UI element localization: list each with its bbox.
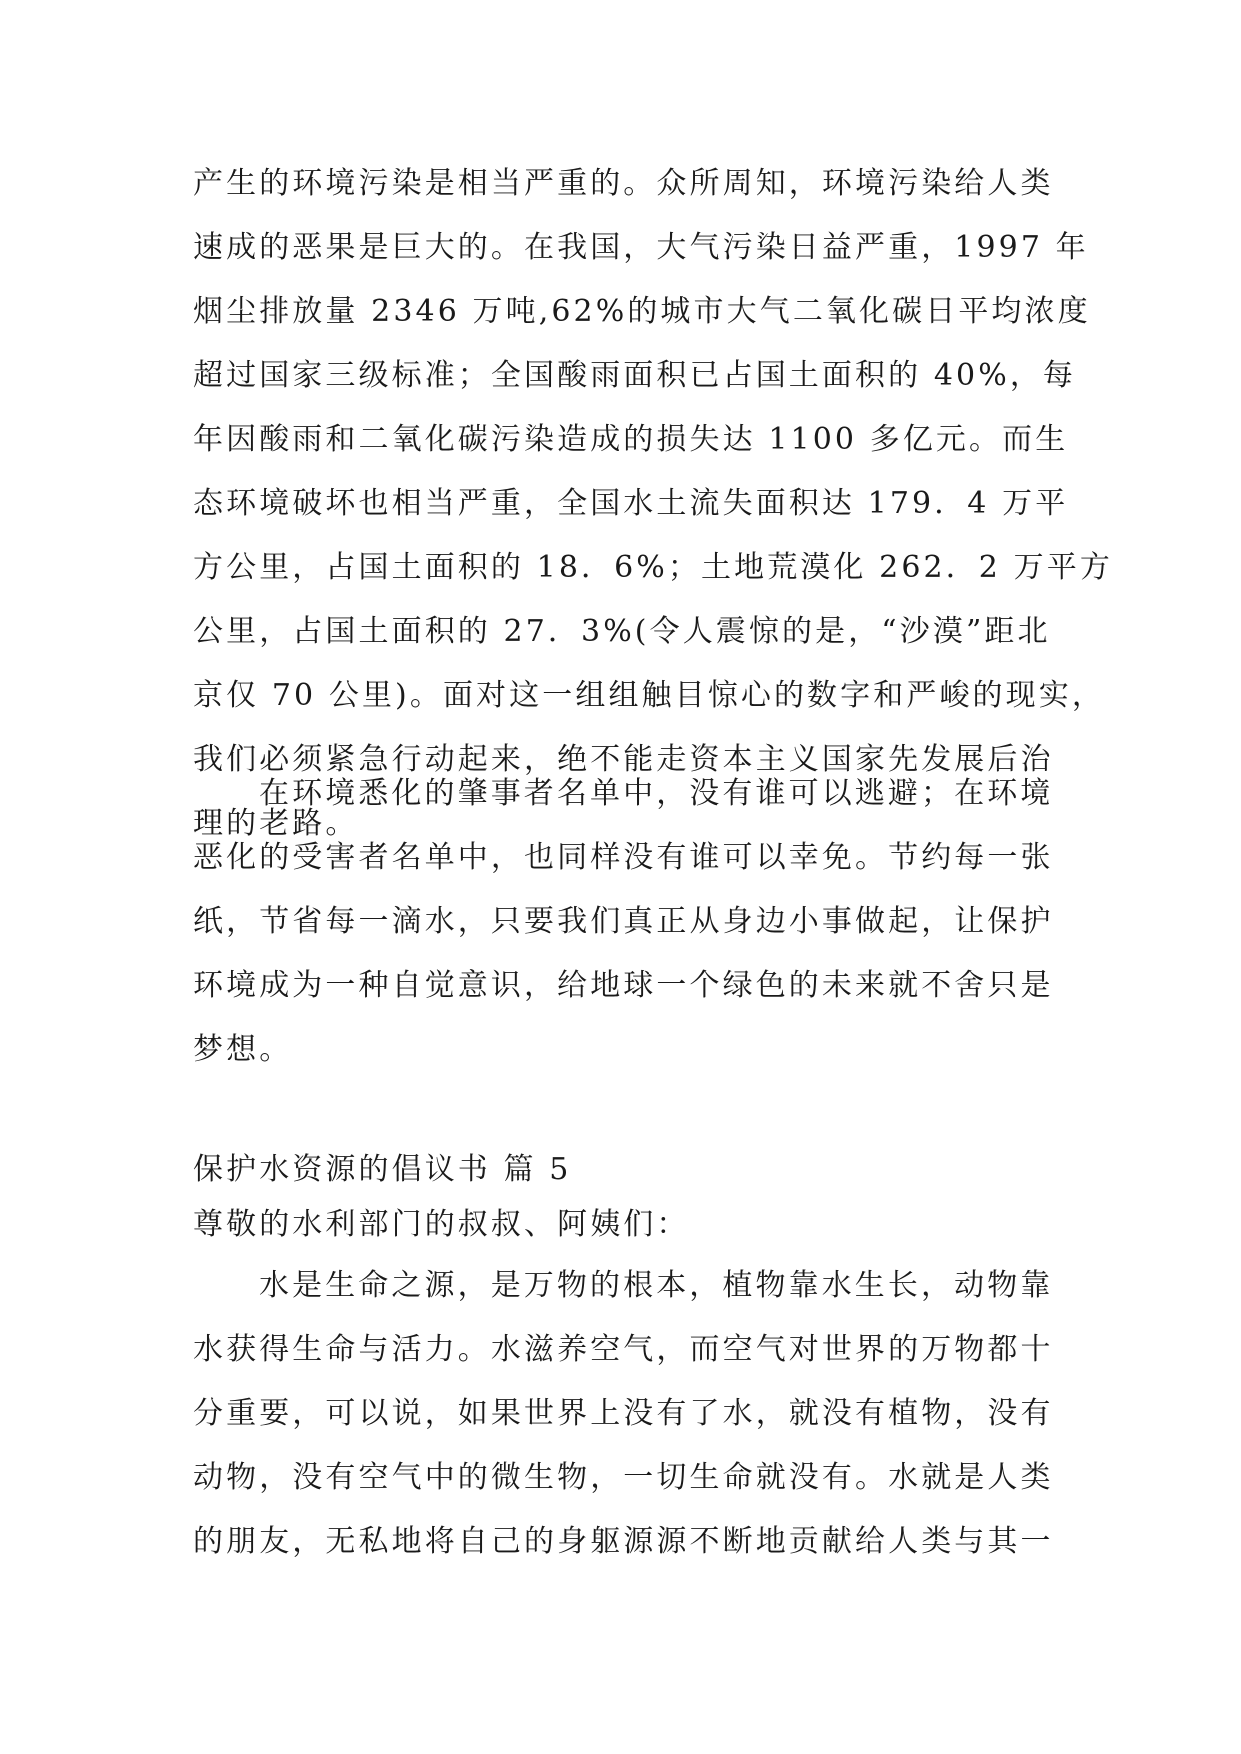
paragraph-line: 水获得生命与活力。水滋养空气，而空气对世界的万物都十 — [193, 1332, 1054, 1367]
paragraph-line: 的朋友，无私地将自己的身躯源源不断地贡献给人类与其一 — [193, 1524, 1054, 1559]
paragraph-line: 京仅 70 公里)。面对这一组组触目惊心的数字和严峻的现实， — [193, 678, 1105, 713]
paragraph-line: 超过国家三级标准；全国酸雨面积已占国土面积的 40%，每 — [193, 358, 1077, 393]
paragraph-line: 水是生命之源，是万物的根本，植物靠水生长，动物靠 — [259, 1268, 1054, 1303]
paragraph-line: 公里，占国土面积的 27．3%(令人震惊的是，“沙漠”距北 — [193, 614, 1051, 649]
paragraph-line: 烟尘排放量 2346 万吨,62%的城市大气二氧化碳日平均浓度 — [193, 294, 1091, 329]
paragraph-environment-pollution — [193, 152, 1113, 856]
paragraph-line: 我们必须紧急行动起来，绝不能走资本主义国家先发展后治 — [193, 742, 1054, 777]
paragraph-line: 态环境破坏也相当严重，全国水土流失面积达 179．4 万平 — [193, 486, 1069, 521]
paragraph-line: 环境成为一种自觉意识，给地球一个绿色的未来就不舍只是 — [193, 968, 1054, 1003]
paragraph-everyone-responsible — [193, 762, 1055, 1082]
paragraph-line: 在环境悉化的肇事者名单中，没有谁可以逃避；在环境 — [259, 776, 1054, 811]
paragraph-line: 产生的环境污染是相当严重的。众所周知，环境污染给人类 — [193, 166, 1054, 201]
paragraph-line: 年因酸雨和二氧化碳污染造成的损失达 1100 多亿元。而生 — [193, 422, 1069, 457]
paragraph-line: 速成的恶果是巨大的。在我国，大气污染日益严重，1997 年 — [193, 230, 1089, 265]
paragraph-line: 动物，没有空气中的微生物，一切生命就没有。水就是人类 — [193, 1460, 1054, 1495]
paragraph-line: 理的老路。 — [193, 806, 359, 841]
paragraph-line: 纸，节省每一滴水，只要我们真正从身边小事做起，让保护 — [193, 904, 1054, 939]
paragraph-line: 方公里，占国土面积的 18．6%；土地荒漠化 262．2 万平方 — [193, 550, 1113, 585]
section-heading: 保护水资源的倡议书 篇 5 — [193, 1152, 572, 1187]
paragraph-line: 恶化的受害者名单中，也同样没有谁可以幸免。节约每一张 — [193, 840, 1054, 875]
section-proposal-5 — [193, 1144, 1055, 1574]
paragraph-line: 分重要，可以说，如果世界上没有了水，就没有植物，没有 — [193, 1396, 1054, 1431]
paragraph-line: 梦想。 — [193, 1032, 293, 1067]
salutation: 尊敬的水利部门的叔叔、阿姨们： — [193, 1207, 690, 1242]
